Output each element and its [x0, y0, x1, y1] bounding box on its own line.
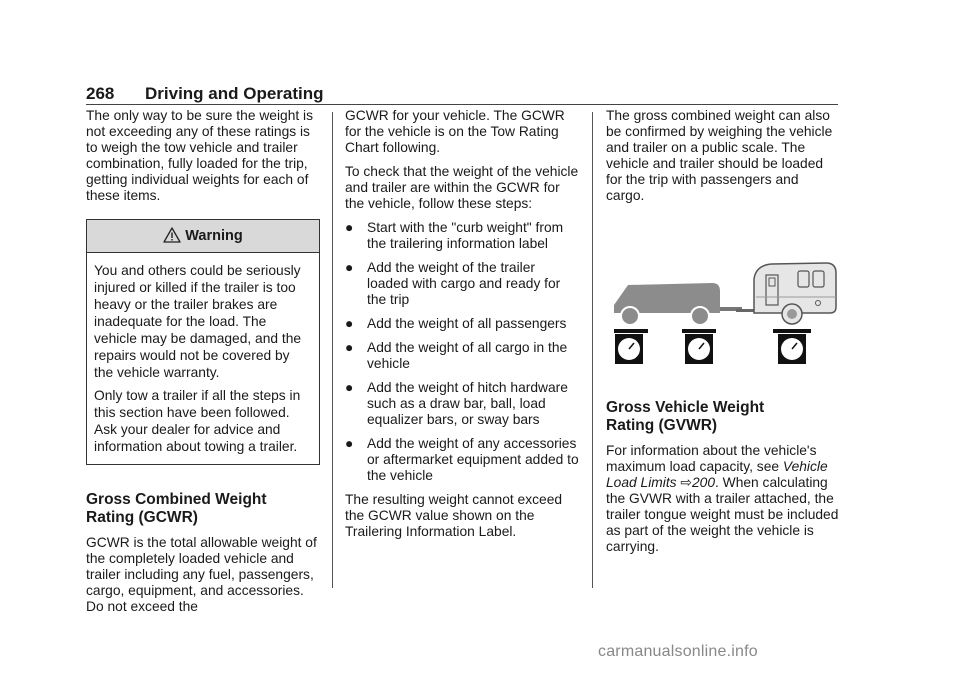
- bullet-marker: ●: [345, 260, 354, 275]
- gcwr-paragraph: GCWR is the total allowable weight of the completely loaded vehicle and trailer including any fuel, passengers, cargo, equipment, and accessories. Do not exceed the: [86, 535, 317, 614]
- axle-scale-2: [682, 329, 716, 364]
- gcwr-continued-paragraph: GCWR for your vehicle. The GCWR for the vehicle is on the Tow Rating Chart following.: [345, 108, 565, 155]
- column-2: [345, 108, 579, 548]
- list-item: ● Start with the "curb weight" from the trailering information label: [345, 220, 564, 251]
- gvwr-heading-line1: Gross Vehicle Weight: [606, 399, 765, 416]
- column-1: [86, 108, 320, 623]
- gcwr-heading-line1: Gross Combined Weight: [86, 491, 267, 508]
- gcwr-heading: [86, 491, 320, 527]
- watermark: carmanualsonline.info: [598, 643, 758, 660]
- list-item: ● Add the weight of hitch hardware such as a draw bar, ball, load equalizer bars, or sway bars: [345, 380, 568, 427]
- gvwr-heading-line2: Rating (GVWR): [606, 417, 718, 434]
- list-item: ● Add the weight of all passengers: [345, 316, 567, 331]
- bullet-marker: ●: [345, 316, 354, 331]
- result-paragraph: The resulting weight cannot exceed the GCWR value shown on the Trailering Information Label.: [345, 492, 563, 539]
- camper-trailer: [736, 263, 836, 324]
- vehicle-load-limits-link[interactable]: Vehicle Load Limits: [606, 459, 828, 490]
- axle-scale-3: [773, 329, 811, 364]
- warning-title: Warning: [185, 228, 243, 244]
- intro-paragraph: The only way to be sure the weight is not exceeding any of these ratings is to weigh the tow vehicle and trailer combination, fully loaded for the trip, getting individual weights for each of these items.: [86, 108, 314, 203]
- warning-body: [87, 253, 319, 464]
- gvwr-paragraph: For information about the vehicle's maximum load capacity, see Vehicle Load Limits ⇨200. When calculating the GVWR with a trailer attached, the trailer tongue weight must be included as part of the weight the vehicle is carrying.: [606, 443, 839, 554]
- list-item: ● Add the weight of the trailer loaded with cargo and ready for the trip: [345, 260, 561, 307]
- steps-intro-paragraph: To check that the weight of the vehicle and trailer are within the GCWR for the vehicle, follow these steps:: [345, 164, 579, 211]
- public-scale-paragraph: The gross combined weight can also be confirmed by weighing the vehicle and trailer on a public scale. The vehicle and trailer should be loaded for the trip with passengers and cargo.: [606, 108, 833, 203]
- warning-box: [86, 219, 320, 465]
- section-title: Driving and Operating: [145, 84, 324, 103]
- axle-scale-1: [614, 329, 648, 364]
- gvwr-heading: [606, 399, 840, 435]
- bullet-marker: ●: [345, 220, 354, 235]
- page-reference-arrow-icon: ⇨: [680, 475, 692, 490]
- warning-text-1: You and others could be seriously injured or killed if the trailer is too heavy or the trailer brakes are inadequate for the load. The vehicle may be damaged, and the repairs would not be covered by the vehicle warranty.: [94, 263, 302, 380]
- bullet-marker: ●: [345, 436, 354, 451]
- list-item: ● Add the weight of all cargo in the vehicle: [345, 340, 568, 371]
- column-divider-2: [592, 112, 593, 588]
- page-reference-number[interactable]: 200: [691, 475, 715, 490]
- bullet-marker: ●: [345, 380, 354, 395]
- steps-list: [345, 220, 579, 484]
- vehicle-silhouette: [614, 283, 742, 325]
- warning-text-2: Only tow a trailer if all the steps in this section have been followed. Ask your dealer for advice and information about towing a trailer.: [94, 388, 301, 454]
- column-3: [606, 108, 840, 563]
- page-header: [86, 84, 838, 104]
- header-rule: [86, 104, 838, 105]
- page-number: 268: [86, 84, 115, 103]
- vehicle-trailer-scale-illustration: [606, 259, 838, 371]
- warning-triangle-icon: [163, 227, 181, 243]
- list-item: ● Add the weight of any accessories or aftermarket equipment added to the vehicle: [345, 436, 579, 483]
- bullet-marker: ●: [345, 340, 354, 355]
- column-divider-1: [332, 112, 333, 588]
- gcwr-heading-line2: Rating (GCWR): [86, 509, 198, 526]
- warning-header: [87, 220, 319, 253]
